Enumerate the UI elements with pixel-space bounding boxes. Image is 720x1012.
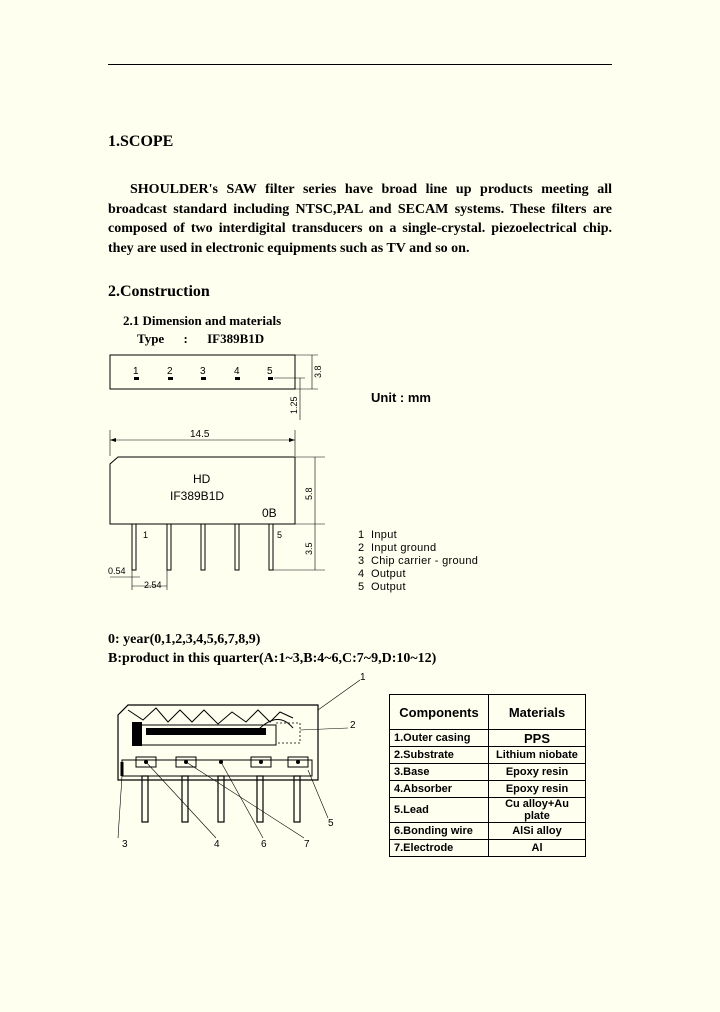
scope-text: SHOULDER's SAW filter series have broad line up products meeting all broadcast standard including NTSC,PAL and SECAM systems. These filters are composed of two interdigital transducers on a single-crystal. piezoelectrical chip. they are used in electronic equipments such as TV and so on. xyxy=(108,182,612,256)
body-line-hd: HD xyxy=(193,472,211,486)
cell-material: Epoxy resin xyxy=(489,781,586,798)
leads xyxy=(142,776,300,822)
callout-7: 7 xyxy=(304,839,310,850)
pin-legend-row xyxy=(358,568,478,581)
type-line xyxy=(137,331,264,347)
body-line-model: IF389B1D xyxy=(170,489,225,503)
pin-name: Output xyxy=(371,568,406,580)
dim-5-8: 5.8 xyxy=(304,487,314,500)
dim-3-8: 3.8 xyxy=(313,365,323,378)
pin-name: Output xyxy=(371,581,406,593)
body-code: 0B xyxy=(262,506,277,520)
section-callouts xyxy=(122,672,366,850)
pin-num: 3 xyxy=(358,555,365,567)
pin-legend-row xyxy=(358,529,478,542)
pin-num: 4 xyxy=(358,568,365,580)
top-pin-2: 2 xyxy=(167,366,173,377)
table-row xyxy=(390,798,586,823)
pin-name: Input ground xyxy=(371,542,437,554)
cross-section-drawing xyxy=(108,670,368,860)
table-header xyxy=(390,695,586,730)
table-row xyxy=(390,840,586,857)
header-materials: Materials xyxy=(489,695,586,730)
quarter-note: B:product in this quarter(A:1~3,B:4~6,C:7~9,D:10~12) xyxy=(108,651,437,666)
cell-material: Epoxy resin xyxy=(489,764,586,781)
callout-3: 3 xyxy=(122,839,128,850)
dimension-drawing xyxy=(100,350,340,600)
cell-component: 5.Lead xyxy=(390,798,489,823)
chip-clamp-left xyxy=(132,722,142,746)
pin-num: 5 xyxy=(358,581,365,593)
pin-legend-row xyxy=(358,555,478,568)
callout-4: 4 xyxy=(214,839,220,850)
cell-component: 2.Substrate xyxy=(390,747,489,764)
cell-material: Cu alloy+Au plate xyxy=(489,798,586,823)
code-notes xyxy=(108,630,436,668)
type-label: Type xyxy=(137,331,165,346)
front-pin-last: 5 xyxy=(277,530,283,540)
dim-0-54: 0.54 xyxy=(108,566,126,576)
front-pin-first: 1 xyxy=(143,530,149,540)
base xyxy=(122,760,312,776)
scope-heading: 1.SCOPE xyxy=(108,133,174,150)
materials-table xyxy=(389,694,586,857)
cell-component: 7.Electrode xyxy=(390,840,489,857)
cell-component: 3.Base xyxy=(390,764,489,781)
table-row xyxy=(390,730,586,747)
front-pins xyxy=(132,524,273,570)
callout-lines xyxy=(118,680,360,838)
construction-heading: 2.Construction xyxy=(108,283,210,300)
dim-2-54: 2.54 xyxy=(144,580,162,590)
outer-casing xyxy=(118,705,318,780)
cell-material: Al xyxy=(489,840,586,857)
dim-14-5: 14.5 xyxy=(190,429,210,440)
callout-5: 5 xyxy=(328,818,334,829)
table-row xyxy=(390,764,586,781)
table-row xyxy=(390,781,586,798)
type-separator: : xyxy=(183,331,188,346)
cell-material: AlSi alloy xyxy=(489,823,586,840)
pin-name: Input xyxy=(371,529,397,541)
table-row xyxy=(390,823,586,840)
pin-name: Chip carrier - ground xyxy=(371,555,479,567)
scope-paragraph xyxy=(108,180,612,258)
type-value: IF389B1D xyxy=(207,331,265,346)
cell-component: 1.Outer casing xyxy=(390,730,489,747)
callout-6: 6 xyxy=(261,839,267,850)
pin-num: 1 xyxy=(358,529,365,541)
electrode-pattern xyxy=(146,728,266,735)
dim-3-5: 3.5 xyxy=(304,542,314,555)
cell-component: 6.Bonding wire xyxy=(390,823,489,840)
top-pin-marks xyxy=(134,377,273,380)
callout-2: 2 xyxy=(350,720,356,731)
year-note: 0: year(0,1,2,3,4,5,6,7,8,9) xyxy=(108,632,261,647)
pin-legend-row xyxy=(358,542,478,555)
table-row xyxy=(390,747,586,764)
dimension-subheading: 2.1 Dimension and materials xyxy=(123,313,282,328)
cell-material: PPS xyxy=(489,730,586,747)
callout-2-box xyxy=(276,723,300,743)
top-pin-4: 4 xyxy=(234,366,240,377)
header-rule xyxy=(108,64,612,65)
top-pin-5: 5 xyxy=(267,366,273,377)
top-pin-3: 3 xyxy=(200,366,206,377)
cell-component: 4.Absorber xyxy=(390,781,489,798)
pin-num: 2 xyxy=(358,542,365,554)
cell-material: Lithium niobate xyxy=(489,747,586,764)
callout-1: 1 xyxy=(360,672,366,683)
header-components: Components xyxy=(390,695,489,730)
pin-legend xyxy=(358,529,478,594)
unit-label: Unit : mm xyxy=(371,390,431,405)
dim-1-25: 1.25 xyxy=(289,396,299,414)
pin-legend-row xyxy=(358,581,478,594)
top-pin-labels xyxy=(133,366,273,377)
top-pin-1: 1 xyxy=(133,366,139,377)
